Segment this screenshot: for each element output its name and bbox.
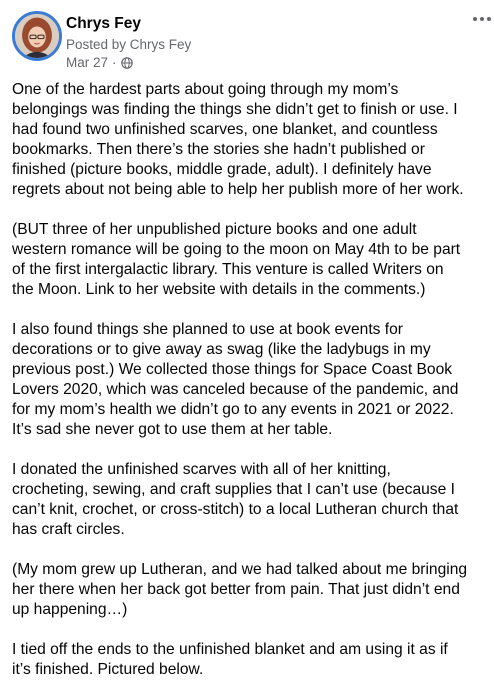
avatar-photo <box>15 14 59 58</box>
globe-icon[interactable] <box>121 57 133 69</box>
more-options-icon[interactable] <box>468 9 494 29</box>
post-paragraph: One of the hardest parts about going through my mom’s belongings was finding the things she didn’t get to finish or use. I had found two unfinished scarves, one blanket, and countless bookmarks. Then there’s the stories she hadn’t published or finished (picture books, middle grade, adult). I definitely have regrets about not being able to help her publish more of her work. <box>12 81 464 198</box>
meta-separator: · <box>112 55 117 70</box>
post-date[interactable]: Mar 27 <box>66 55 109 70</box>
author-name[interactable]: Chrys Fey <box>66 15 141 32</box>
post-paragraph: I tied off the ends to the unfinished blanket and am using it as if it’s finished. Pictured below. <box>12 641 448 678</box>
post-paragraph: I donated the unfinished scarves with all of her knitting, crocheting, sewing, and craft supplies that I can’t use (because I can’t knit, crochet, or cross-stitch) to a local Lutheran church that has craft circles. <box>12 461 459 538</box>
post-paragraph: (BUT three of her unpublished picture books and one adult western romance will be going to the moon on May 4th to be part of the first intergalactic library. This venture is called Writers on the Moon. Link to her website with details in the comments.) <box>12 221 461 298</box>
post-paragraph: I also found things she planned to use at book events for decorations or to give away as swag (like the ladybugs in my previous post.) We collected those things for Space Coast Book Lovers 2020, which was canceled because of the pandemic, and for my mom’s health we didn’t go to any events in 2021 or 2022. It’s sad she never got to use them at her table. <box>12 321 459 438</box>
avatar[interactable] <box>12 11 62 61</box>
post-body <box>12 80 484 680</box>
post-header <box>12 9 482 70</box>
post-paragraph: (My mom grew up Lutheran, and we had talked about me bringing her there when her back got better from pain. That just didn’t end up happening…) <box>12 561 468 618</box>
posted-by-line: Posted by Chrys Fey <box>66 37 192 52</box>
post-meta <box>66 55 133 70</box>
